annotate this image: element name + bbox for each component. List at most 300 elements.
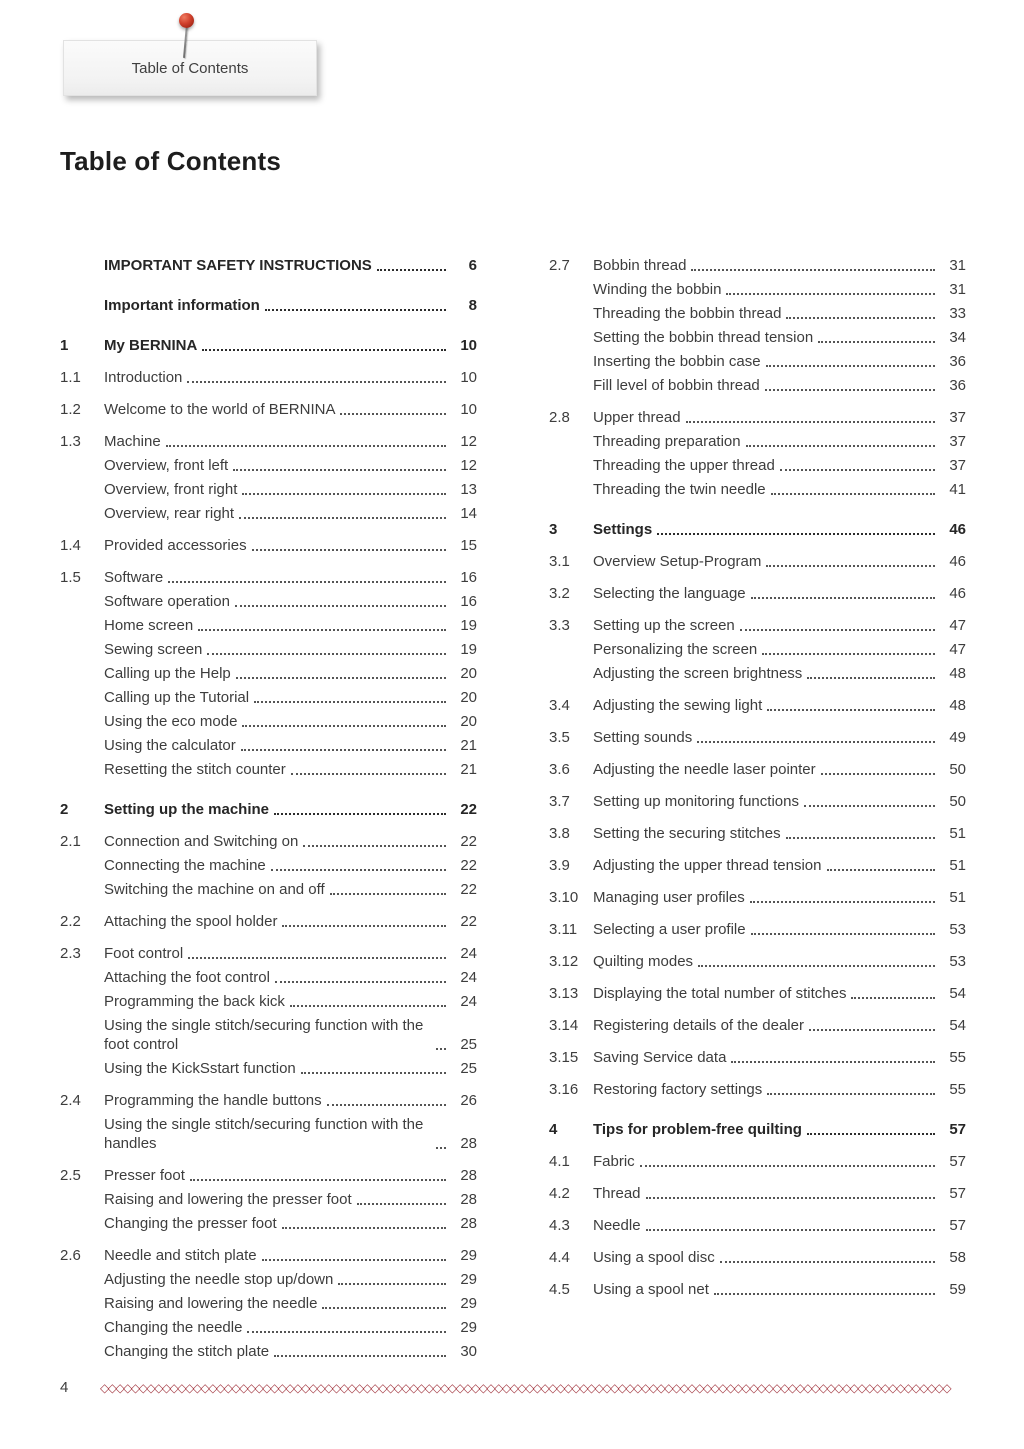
- toc-entry-page: 57: [949, 1217, 966, 1234]
- toc-entry-number: 3.14: [549, 1017, 579, 1034]
- toc-entry-label: Upper thread: [593, 409, 681, 426]
- toc-entry-page: 46: [949, 521, 966, 538]
- toc-entry-label: Introduction: [104, 369, 183, 386]
- toc-entry-leader: [851, 997, 935, 999]
- toc-entry-leader: [640, 1165, 935, 1167]
- toc-entry-page: 51: [949, 889, 966, 906]
- toc-entry[interactable]: [549, 456, 966, 475]
- toc-entry-leader: [377, 269, 446, 271]
- toc-entry-number: 2.7: [549, 257, 570, 274]
- toc-entry-page: 12: [460, 433, 477, 450]
- toc-entry-page: 37: [949, 457, 966, 474]
- toc-entry-page: 10: [460, 369, 477, 386]
- toc-entry-page: 53: [949, 921, 966, 938]
- toc-entry-number: 3: [549, 521, 558, 538]
- toc-entry-page: 22: [460, 833, 477, 850]
- toc-entry-leader: [235, 605, 446, 607]
- toc-entry-label: Adjusting the screen brightness: [593, 665, 803, 682]
- toc-entry-page: 22: [460, 801, 477, 818]
- toc-entry-label: Overview, front right: [104, 481, 238, 498]
- toc-entry-label: Important information: [104, 297, 260, 314]
- toc-entry-number: 3.15: [549, 1049, 579, 1066]
- toc-entry[interactable]: [60, 880, 477, 899]
- toc-entry-page: 36: [949, 353, 966, 370]
- toc-entry-leader: [188, 957, 446, 959]
- toc-entry[interactable]: [60, 368, 477, 387]
- toc-entry-leader: [771, 493, 935, 495]
- toc-entry-page: 50: [949, 793, 966, 810]
- toc-entry-label: Threading the bobbin thread: [593, 305, 782, 322]
- toc-entry-number: 2.3: [60, 945, 81, 962]
- toc-entry-leader: [241, 749, 446, 751]
- toc-entry-page: 54: [949, 985, 966, 1002]
- toc-entry-label: Overview Setup-Program: [593, 553, 762, 570]
- toc-entry[interactable]: [549, 616, 966, 635]
- toc-entry-label: Resetting the stitch counter: [104, 761, 286, 778]
- toc-entry-page: 8: [468, 297, 477, 314]
- toc-entry[interactable]: [60, 856, 477, 875]
- toc-entry[interactable]: [549, 408, 966, 427]
- toc-entry-page: 24: [460, 969, 477, 986]
- toc-entry[interactable]: [549, 1152, 966, 1171]
- toc-entry-label: Thread: [593, 1185, 641, 1202]
- toc-entry-number: 3.2: [549, 585, 570, 602]
- toc-entry-page: 58: [949, 1249, 966, 1266]
- toc-entry[interactable]: [549, 984, 966, 1003]
- toc-entry-leader: [242, 493, 446, 495]
- toc-entry-page: 24: [460, 945, 477, 962]
- toc-entry-number: 2.8: [549, 409, 570, 426]
- toc-entry[interactable]: [60, 1246, 477, 1265]
- toc-entry[interactable]: [549, 1048, 966, 1067]
- toc-entry-label: Adjusting the sewing light: [593, 697, 763, 714]
- toc-entry-page: 26: [460, 1092, 477, 1109]
- toc-entry-leader: [657, 533, 935, 535]
- toc-entry-leader: [330, 893, 446, 895]
- toc-column-right: [549, 256, 966, 1361]
- toc-entry-page: 28: [460, 1135, 477, 1152]
- toc-entry-label: Winding the bobbin: [593, 281, 722, 298]
- toc-entry-label: Needle and stitch plate: [104, 1247, 257, 1264]
- toc-entry-label: Fabric: [593, 1153, 635, 1170]
- toc-entry-label: Changing the needle: [104, 1319, 243, 1336]
- toc-entry[interactable]: [60, 1115, 477, 1153]
- toc-entry-leader: [275, 981, 446, 983]
- toc-entry-page: 46: [949, 553, 966, 570]
- toc-entry-leader: [357, 1203, 446, 1205]
- toc-entry-page: 14: [460, 505, 477, 522]
- toc-entry-page: 48: [949, 665, 966, 682]
- toc-entry-leader: [282, 1227, 446, 1229]
- toc-entry-leader: [751, 933, 935, 935]
- toc-entry-number: 1.4: [60, 537, 81, 554]
- toc-entry[interactable]: [549, 696, 966, 715]
- toc-entry-page: 30: [460, 1343, 477, 1360]
- toc-entry[interactable]: [60, 1091, 477, 1110]
- toc-entry-label: Connecting the machine: [104, 857, 266, 874]
- toc-entry-label: Using the single stitch/securing function with the handles: [104, 1116, 424, 1152]
- toc-entry[interactable]: [549, 328, 966, 347]
- toc-entry[interactable]: [60, 800, 477, 819]
- toc-body: [60, 256, 966, 1361]
- toc-entry-label: Using the calculator: [104, 737, 236, 754]
- toc-entry[interactable]: [549, 552, 966, 571]
- toc-entry[interactable]: [60, 712, 477, 731]
- toc-tab-label: Table of Contents: [131, 59, 249, 77]
- toc-entry[interactable]: [60, 1190, 477, 1209]
- toc-entry-label: Attaching the foot control: [104, 969, 270, 986]
- toc-entry-label: Presser foot: [104, 1167, 185, 1184]
- toc-entry-leader: [265, 309, 446, 311]
- toc-entry[interactable]: [549, 1016, 966, 1035]
- toc-entry-page: 46: [949, 585, 966, 602]
- toc-entry-page: 24: [460, 993, 477, 1010]
- toc-entry-leader: [291, 773, 446, 775]
- toc-entry[interactable]: [60, 336, 477, 355]
- toc-entry-leader: [697, 741, 935, 743]
- toc-entry-number: 3.7: [549, 793, 570, 810]
- toc-entry-page: 22: [460, 913, 477, 930]
- toc-entry-label: Raising and lowering the presser foot: [104, 1191, 352, 1208]
- toc-entry[interactable]: [60, 968, 477, 987]
- toc-entry-page: 28: [460, 1215, 477, 1232]
- toc-entry[interactable]: [549, 664, 966, 683]
- toc-entry-leader: [807, 1133, 935, 1135]
- toc-entry-page: 10: [460, 337, 477, 354]
- toc-entry-label: Provided accessories: [104, 537, 247, 554]
- toc-entry-number: 2.5: [60, 1167, 81, 1184]
- toc-entry-leader: [202, 349, 446, 351]
- toc-entry-number: 3.3: [549, 617, 570, 634]
- toc-entry-leader: [762, 653, 935, 655]
- toc-entry[interactable]: [549, 480, 966, 499]
- toc-entry-label: Needle: [593, 1217, 641, 1234]
- toc-entry-label: Adjusting the upper thread tension: [593, 857, 822, 874]
- toc-entry-label: Using the single stitch/securing function with the foot control: [104, 1017, 424, 1053]
- toc-entry-label: Using a spool net: [593, 1281, 709, 1298]
- toc-entry[interactable]: [549, 1280, 966, 1299]
- toc-entry-label: Displaying the total number of stitches: [593, 985, 847, 1002]
- toc-entry[interactable]: [549, 256, 966, 275]
- toc-entry-leader: [436, 1048, 446, 1050]
- toc-entry-label: Using the eco mode: [104, 713, 238, 730]
- toc-entry[interactable]: [60, 456, 477, 475]
- toc-entry-page: 31: [949, 257, 966, 274]
- toc-entry[interactable]: [60, 536, 477, 555]
- toc-entry-leader: [809, 1029, 935, 1031]
- toc-entry-page: 25: [460, 1036, 477, 1053]
- toc-entry-label: Setting the securing stitches: [593, 825, 781, 842]
- toc-entry-leader: [766, 365, 935, 367]
- toc-entry-number: 4.3: [549, 1217, 570, 1234]
- toc-entry-label: Tips for problem-free quilting: [593, 1121, 802, 1138]
- toc-entry-leader: [786, 837, 935, 839]
- toc-entry-page: 31: [949, 281, 966, 298]
- toc-entry[interactable]: [549, 584, 966, 603]
- toc-entry-leader: [767, 709, 935, 711]
- toc-entry-leader: [340, 413, 446, 415]
- toc-entry[interactable]: [549, 824, 966, 843]
- toc-entry-leader: [252, 549, 446, 551]
- toc-entry[interactable]: [549, 1216, 966, 1235]
- toc-entry-page: 10: [460, 401, 477, 418]
- toc-entry-leader: [804, 805, 935, 807]
- toc-entry-number: 4: [549, 1121, 558, 1138]
- toc-entry-leader: [746, 445, 935, 447]
- toc-entry-number: 2.4: [60, 1092, 81, 1109]
- toc-entry-label: Calling up the Help: [104, 665, 231, 682]
- toc-entry-leader: [766, 565, 935, 567]
- toc-entry[interactable]: [60, 1214, 477, 1233]
- toc-entry[interactable]: [549, 1248, 966, 1267]
- toc-entry-leader: [242, 725, 446, 727]
- toc-entry[interactable]: [60, 432, 477, 451]
- toc-entry-leader: [767, 1093, 935, 1095]
- page-footer: [60, 1379, 966, 1396]
- toc-entry[interactable]: [549, 1184, 966, 1203]
- toc-entry-leader: [691, 269, 935, 271]
- toc-entry[interactable]: [60, 1318, 477, 1337]
- toc-entry-number: 4.2: [549, 1185, 570, 1202]
- toc-entry-leader: [166, 445, 446, 447]
- toc-entry-number: 2.6: [60, 1247, 81, 1264]
- toc-entry-page: 55: [949, 1049, 966, 1066]
- toc-entry-leader: [290, 1005, 446, 1007]
- toc-entry-leader: [274, 1355, 446, 1357]
- toc-entry[interactable]: [549, 432, 966, 451]
- toc-entry-page: 29: [460, 1319, 477, 1336]
- toc-entry[interactable]: [60, 664, 477, 683]
- toc-entry-page: 12: [460, 457, 477, 474]
- toc-entry-page: 47: [949, 617, 966, 634]
- toc-entry-label: Software operation: [104, 593, 230, 610]
- toc-entry-leader: [190, 1179, 446, 1181]
- toc-entry-label: Using a spool disc: [593, 1249, 715, 1266]
- toc-entry-label: Adjusting the needle laser pointer: [593, 761, 816, 778]
- toc-entry-leader: [187, 381, 446, 383]
- toc-entry-number: 3.6: [549, 761, 570, 778]
- toc-entry[interactable]: [60, 256, 477, 275]
- toc-entry-page: 22: [460, 881, 477, 898]
- toc-entry-label: Selecting a user profile: [593, 921, 746, 938]
- stitch-divider-ornament: ◇◇◇◇◇◇◇◇◇◇◇◇◇◇◇◇◇◇◇◇◇◇◇◇◇◇◇◇◇◇◇◇◇◇◇◇◇◇◇◇◇◇◇◇◇◇◇◇◇◇◇◇◇◇◇◇◇◇◇◇◇◇◇◇◇◇◇◇◇◇◇◇◇◇◇◇◇◇◇◇◇◇◇◇◇◇◇◇◇◇◇◇◇◇◇◇◇◇◇◇◇◇◇◇◇◇◇◇◇◇: [100, 1380, 951, 1395]
- toc-entry-leader: [322, 1307, 446, 1309]
- toc-entry-label: Restoring factory settings: [593, 1081, 763, 1098]
- toc-entry[interactable]: [60, 1270, 477, 1289]
- toc-entry[interactable]: [60, 616, 477, 635]
- toc-entry-number: 1.2: [60, 401, 81, 418]
- toc-entry-label: Connection and Switching on: [104, 833, 299, 850]
- toc-entry-label: Welcome to the world of BERNINA: [104, 401, 336, 418]
- toc-entry-label: Adjusting the needle stop up/down: [104, 1271, 334, 1288]
- toc-entry-number: 4.1: [549, 1153, 570, 1170]
- toc-entry[interactable]: [60, 944, 477, 963]
- toc-entry-leader: [338, 1283, 446, 1285]
- toc-entry-page: 21: [460, 737, 477, 754]
- toc-entry[interactable]: [549, 920, 966, 939]
- toc-entry-label: Raising and lowering the needle: [104, 1295, 318, 1312]
- toc-entry[interactable]: [60, 832, 477, 851]
- toc-entry-page: 53: [949, 953, 966, 970]
- toc-entry-leader: [646, 1229, 935, 1231]
- toc-entry-page: 20: [460, 689, 477, 706]
- toc-entry[interactable]: [60, 992, 477, 1011]
- footer-page-number: 4: [60, 1379, 69, 1396]
- toc-entry[interactable]: [60, 640, 477, 659]
- toc-entry-page: 22: [460, 857, 477, 874]
- toc-entry[interactable]: [60, 760, 477, 779]
- toc-entry[interactable]: [549, 520, 966, 539]
- toc-entry-label: Switching the machine on and off: [104, 881, 325, 898]
- toc-entry-leader: [247, 1331, 446, 1333]
- toc-entry-leader: [168, 581, 446, 583]
- toc-entry-leader: [818, 341, 935, 343]
- toc-entry-leader: [274, 813, 446, 815]
- toc-entry-leader: [780, 469, 935, 471]
- toc-entry[interactable]: [549, 376, 966, 395]
- toc-entry-page: 29: [460, 1247, 477, 1264]
- toc-entry-leader: [714, 1293, 935, 1295]
- toc-entry-number: 3.11: [549, 921, 578, 938]
- toc-entry[interactable]: [549, 1120, 966, 1139]
- toc-entry-label: Using the KickSstart function: [104, 1060, 296, 1077]
- toc-entry-page: 20: [460, 665, 477, 682]
- toc-entry[interactable]: [549, 728, 966, 747]
- toc-entry[interactable]: [60, 1342, 477, 1361]
- toc-entry-label: Programming the handle buttons: [104, 1092, 322, 1109]
- toc-entry[interactable]: [549, 856, 966, 875]
- toc-entry[interactable]: [60, 400, 477, 419]
- toc-entry-leader: [786, 317, 935, 319]
- toc-entry-page: 28: [460, 1167, 477, 1184]
- toc-entry-number: 3.10: [549, 889, 579, 906]
- toc-entry-leader: [254, 701, 446, 703]
- toc-entry-number: 1.3: [60, 433, 81, 450]
- toc-entry[interactable]: [549, 304, 966, 323]
- toc-entry[interactable]: [60, 504, 477, 523]
- toc-entry-label: Setting up the screen: [593, 617, 735, 634]
- pushpin-needle: [183, 24, 188, 58]
- toc-entry-leader: [751, 597, 935, 599]
- toc-entry-label: Threading preparation: [593, 433, 741, 450]
- toc-entry-label: IMPORTANT SAFETY INSTRUCTIONS: [104, 257, 372, 274]
- toc-entry[interactable]: [60, 736, 477, 755]
- toc-entry-page: 29: [460, 1271, 477, 1288]
- toc-entry[interactable]: [549, 888, 966, 907]
- toc-entry-page: 55: [949, 1081, 966, 1098]
- toc-entry-number: 1.1: [60, 369, 81, 386]
- toc-entry-number: 3.5: [549, 729, 570, 746]
- toc-entry-label: Fill level of bobbin thread: [593, 377, 760, 394]
- toc-entry-page: 57: [949, 1121, 966, 1138]
- toc-entry-number: 3.13: [549, 985, 579, 1002]
- toc-entry[interactable]: [549, 952, 966, 971]
- toc-entry-page: 41: [949, 481, 966, 498]
- toc-entry-page: 28: [460, 1191, 477, 1208]
- toc-entry-page: 37: [949, 433, 966, 450]
- toc-entry[interactable]: [549, 640, 966, 659]
- toc-entry-page: 19: [460, 641, 477, 658]
- toc-column-left: [60, 256, 477, 1361]
- toc-entry-page: 16: [460, 593, 477, 610]
- toc-entry[interactable]: [60, 688, 477, 707]
- toc-entry-label: Attaching the spool holder: [104, 913, 278, 930]
- toc-entry-leader: [271, 869, 446, 871]
- toc-entry-leader: [262, 1259, 446, 1261]
- toc-entry-label: Threading the twin needle: [593, 481, 766, 498]
- toc-entry-label: Overview, rear right: [104, 505, 235, 522]
- toc-entry[interactable]: [549, 352, 966, 371]
- toc-entry-leader: [731, 1061, 935, 1063]
- toc-entry-number: 3.16: [549, 1081, 579, 1098]
- toc-entry-page: 48: [949, 697, 966, 714]
- toc-entry-number: 2: [60, 801, 69, 818]
- toc-entry-label: Inserting the bobbin case: [593, 353, 761, 370]
- toc-entry[interactable]: [60, 568, 477, 587]
- toc-entry-leader: [765, 389, 935, 391]
- toc-entry-label: Programming the back kick: [104, 993, 285, 1010]
- toc-entry-page: 37: [949, 409, 966, 426]
- toc-entry-leader: [686, 421, 935, 423]
- toc-entry-number: 2.1: [60, 833, 81, 850]
- toc-entry-number: 4.5: [549, 1281, 570, 1298]
- toc-entry-page: 54: [949, 1017, 966, 1034]
- toc-entry-label: Settings: [593, 521, 653, 538]
- toc-entry-page: 20: [460, 713, 477, 730]
- toc-entry-label: Software: [104, 569, 164, 586]
- toc-entry[interactable]: [60, 1166, 477, 1185]
- page-title: Table of Contents: [60, 146, 282, 176]
- toc-entry-label: My BERNINA: [104, 337, 198, 354]
- toc-entry[interactable]: [60, 912, 477, 931]
- toc-entry[interactable]: [60, 1294, 477, 1313]
- toc-entry-leader: [750, 901, 935, 903]
- toc-entry-number: 1: [60, 337, 69, 354]
- toc-entry-page: 36: [949, 377, 966, 394]
- toc-entry[interactable]: [549, 280, 966, 299]
- toc-entry-number: 3.8: [549, 825, 570, 842]
- toc-entry-number: 3.4: [549, 697, 570, 714]
- toc-entry[interactable]: [60, 1059, 477, 1078]
- toc-entry-leader: [720, 1261, 935, 1263]
- toc-entry-label: Changing the stitch plate: [104, 1343, 270, 1360]
- toc-entry-number: 3.9: [549, 857, 570, 874]
- toc-entry-leader: [726, 293, 935, 295]
- toc-entry-leader: [303, 845, 446, 847]
- toc-entry-page: 15: [460, 537, 477, 554]
- toc-entry[interactable]: [549, 1080, 966, 1099]
- toc-entry-leader: [646, 1197, 935, 1199]
- toc-entry-page: 57: [949, 1153, 966, 1170]
- toc-entry-page: 50: [949, 761, 966, 778]
- toc-entry-leader: [239, 517, 446, 519]
- toc-entry-label: Threading the upper thread: [593, 457, 775, 474]
- toc-entry[interactable]: [60, 592, 477, 611]
- toc-entry-page: 34: [949, 329, 966, 346]
- toc-entry[interactable]: [60, 1016, 477, 1054]
- toc-entry[interactable]: [549, 792, 966, 811]
- toc-entry-page: 33: [949, 305, 966, 322]
- toc-entry[interactable]: [549, 760, 966, 779]
- toc-entry-label: Registering details of the dealer: [593, 1017, 804, 1034]
- toc-entry[interactable]: [60, 296, 477, 315]
- pushpin-head: [179, 13, 194, 28]
- toc-entry[interactable]: [60, 480, 477, 499]
- toc-entry-label: Calling up the Tutorial: [104, 689, 250, 706]
- toc-entry-label: Bobbin thread: [593, 257, 687, 274]
- toc-entry-label: Quilting modes: [593, 953, 694, 970]
- toc-entry-number: 1.5: [60, 569, 81, 586]
